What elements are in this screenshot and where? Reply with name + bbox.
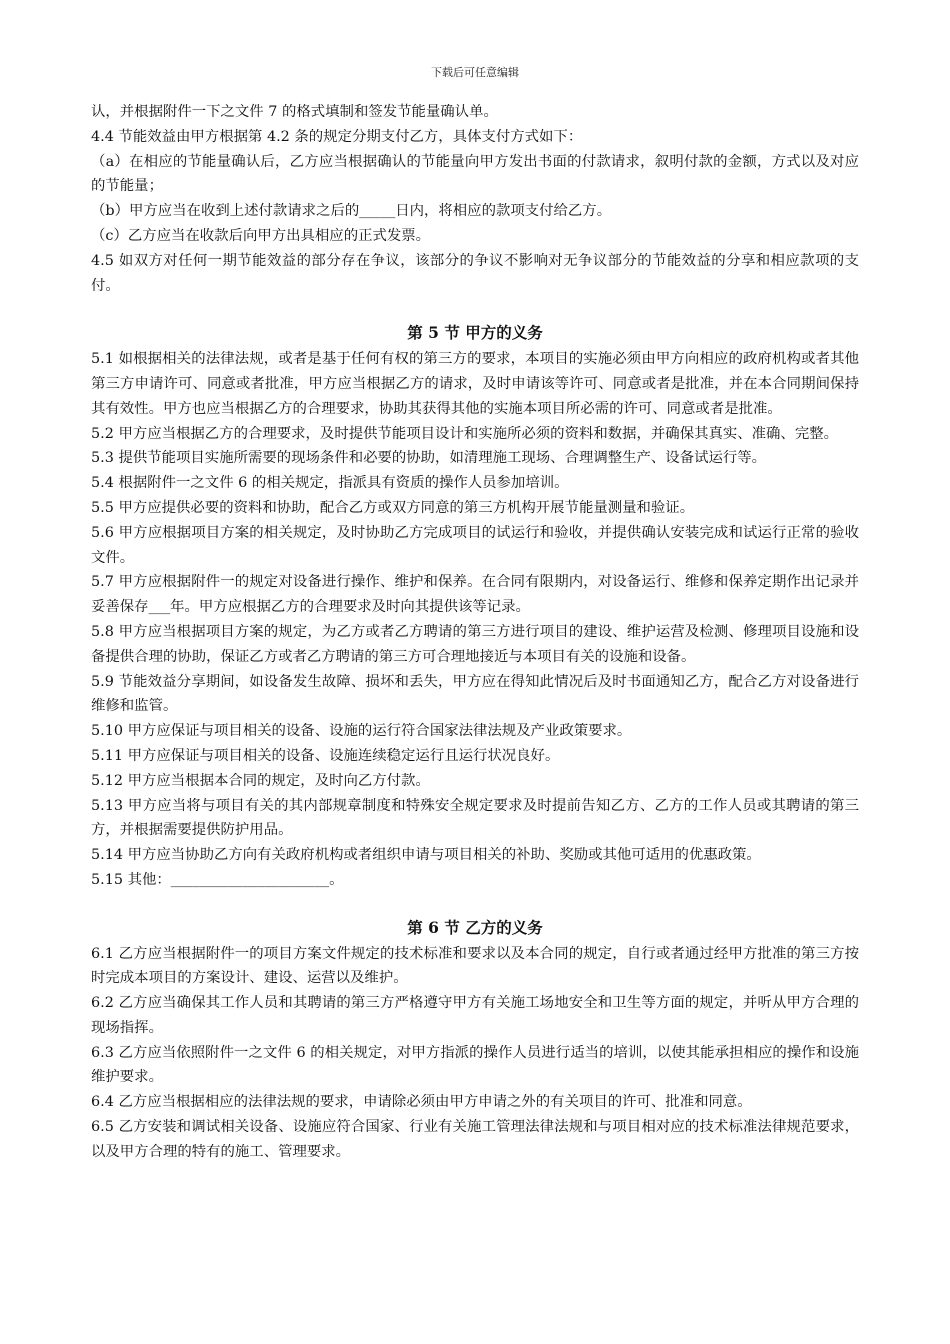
clause-6-5: 6.5 乙方安装和调试相关设备、设施应符合国家、行业有关施工管理法律法规和与项目相对应的技术标准法律规范要求，以及甲方合理的特有的施工、管理要求。	[91, 1119, 859, 1160]
clause-5-11: 5.11 甲方应保证与项目相关的设备、设施连续稳定运行且运行状况良好。	[91, 747, 560, 764]
clause-5-2: 5.2 甲方应当根据乙方的合理要求，及时提供节能项目设计和实施所必须的资料和数据，并确保其真实、准确、完整。	[91, 425, 838, 442]
clause-4-4-a: （a）在相应的节能量确认后，乙方应当根据确认的节能量向甲方发出书面的付款请求，叙明付款的金额，方式以及对应的节能量；	[91, 153, 859, 195]
clause-5-6: 5.6 甲方应根据项目方案的相关规定，及时协助乙方完成项目的试运行和验收，并提供确认安装完成和试运行正常的验收文件。	[91, 524, 859, 566]
clause-4-4-b: （b）甲方应当在收到上述付款请求之后的_____日内，将相应的款项支付给乙方。	[91, 203, 612, 220]
clause-4-4-c: （c）乙方应当在收款后向甲方出具相应的正式发票。	[91, 227, 431, 244]
clause-5-14: 5.14 甲方应当协助乙方向有关政府机构或者组织申请与项目相关的补助、奖励或其他可适用的优惠政策。	[91, 847, 761, 864]
clause-5-12: 5.12 甲方应当根据本合同的规定，及时向乙方付款。	[91, 772, 430, 789]
clause-6-4: 6.4 乙方应当根据相应的法律法规的要求，申请除必须由甲方申请之外的有关项目的许可、批准和同意。	[91, 1094, 752, 1111]
clause-5-5: 5.5 甲方应提供必要的资料和协助，配合乙方或双方同意的第三方机构开展节能量测量和验证。	[91, 499, 695, 516]
clause-5-9: 5.9 节能效益分享期间，如设备发生故障、损坏和丢失，甲方应在得知此情况后及时书面通知乙方，配合乙方对设备进行维修和监管。	[91, 673, 859, 715]
clause-5-15: 5.15 其他：______________________。	[91, 871, 344, 888]
clause-6-2: 6.2 乙方应当确保其工作人员和其聘请的第三方严格遵守甲方有关施工场地安全和卫生等方面的规定，并听从甲方合理的现场指挥。	[91, 995, 859, 1036]
paragraph: 认，并根据附件一下之文件 7 的格式填制和签发节能量确认单。	[91, 104, 498, 120]
clause-5-13: 5.13 甲方应当将与项目有关的其内部规章制度和特殊安全规定要求及时提前告知乙方、乙方的工作人员或其聘请的第三方，并根据需要提供防护用品。	[91, 797, 859, 839]
section-5-title: 第 5 节 甲方的义务	[407, 323, 543, 343]
clause-6-3: 6.3 乙方应当依照附件一之文件 6 的相关规定，对甲方指派的操作人员进行适当的培训，以使其能承担相应的操作和设施维护要求。	[91, 1044, 859, 1086]
clause-4-5: 4.5 如双方对任何一期节能效益的部分存在争议，该部分的争议不影响对无争议部分的节能效益的分享和相应款项的支付。	[91, 252, 859, 294]
section-6-title: 第 6 节 乙方的义务	[407, 917, 543, 937]
clause-5-3: 5.3 提供节能项目实施所需要的现场条件和必要的协助，如清理施工现场、合理调整生产、设备试运行等。	[91, 450, 767, 467]
clause-5-10: 5.10 甲方应保证与项目相关的设备、设施的运行符合国家法律法规及产业政策要求。	[91, 723, 632, 740]
clause-5-1: 5.1 如根据相关的法律法规，或者是基于任何有权的第三方的要求，本项目的实施必须由甲方向相应的政府机构或者其他第三方申请许可、同意或者批准，甲方应当根据乙方的请求，及时申请该等许可、同意或者是批准，并在本合同期间保持其有效性。甲方也应当根据乙方的合理要求，协助其获得其他的实施本项目所必需的许可、同意或者是批准。	[91, 351, 859, 417]
clause-5-7: 5.7 甲方应根据附件一的规定对设备进行操作、维护和保养。在合同有限期内，对设备运行、维修和保养定期作出记录并妥善保存___年。甲方应根据乙方的合理要求及时向其提供该等记录。	[91, 574, 859, 616]
clause-5-4: 5.4 根据附件一之文件 6 的相关规定，指派具有资质的操作人员参加培训。	[91, 475, 569, 492]
clause-5-8: 5.8 甲方应当根据项目方案的规定，为乙方或者乙方聘请的第三方进行项目的建设、维护运营及检测、修理项目设施和设备提供合理的协助，保证乙方或者乙方聘请的第三方可合理地接近与本项目有关的设施和设备。	[91, 623, 859, 665]
document-body	[91, 100, 859, 1165]
page-header: 下载后可任意编辑	[431, 66, 519, 79]
clause-4-4: 4.4 节能效益由甲方根据第 4.2 条的规定分期支付乙方，具体支付方式如下：	[91, 128, 583, 145]
clause-6-1: 6.1 乙方应当根据附件一的项目方案文件规定的技术标准和要求以及本合同的规定，自行或者通过经甲方批准的第三方按时完成本项目的方案设计、建设、运营以及维护。	[91, 945, 859, 987]
